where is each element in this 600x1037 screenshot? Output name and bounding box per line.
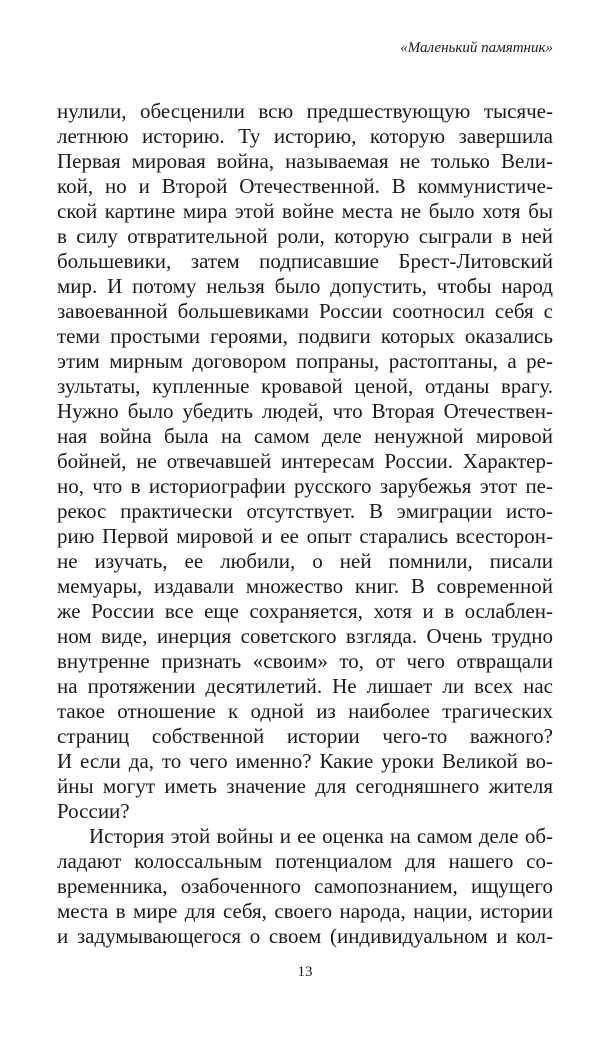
text-line: и задумывающегося о своем (индивидуальном и кол- xyxy=(57,924,553,948)
text-line: ской картине мира этой войне места не было хотя бы xyxy=(57,199,553,223)
text-line: История этой войны и ее оценка на самом деле об- xyxy=(89,824,553,848)
text-line: зультаты, купленные кровавой ценой, отданы врагу. xyxy=(57,374,553,398)
text-line: ном виде, инерция советского взгляда. Очень трудно xyxy=(57,624,553,648)
text-line: йны могут иметь значение для сегодняшнего жителя xyxy=(57,774,553,798)
text-line: мир. И потому нельзя было допустить, чтобы народ xyxy=(57,274,553,298)
text-line: но, что в историографии русского зарубежья этот пе- xyxy=(57,474,553,498)
page-number: 13 xyxy=(297,964,313,980)
body-text xyxy=(57,99,553,949)
text-line: такое отношение к одной из наиболее трагических xyxy=(57,699,553,723)
text-line: ладают колоссальным потенциалом для нашего со- xyxy=(57,849,553,873)
text-line: летнюю историю. Ту историю, которую завершила xyxy=(57,124,553,148)
text-line: не изучать, ее любили, о ней помнили, писали xyxy=(57,549,553,573)
text-line: теми простыми героями, подвиги которых оказались xyxy=(57,324,553,348)
text-line: в силу отвратительной роли, которую сыграли в ней xyxy=(57,224,553,248)
text-line: бойней, не отвечавшей интересам России. Характер- xyxy=(57,449,553,473)
running-head: «Маленький памятник» xyxy=(400,40,553,56)
text-line: рию Первой мировой и ее опыт старались всесторон- xyxy=(57,524,553,548)
text-line: нулили, обесценили всю предшествующую тысяче- xyxy=(57,99,553,123)
text-line: Нужно было убедить людей, что Вторая Отечествен- xyxy=(57,399,553,423)
text-line: кой, но и Второй Отечественной. В коммунистиче- xyxy=(57,174,553,198)
text-line: завоеванной большевиками России соотносил себя с xyxy=(57,299,553,323)
text-line: этим мирным договором попраны, растоптаны, а ре- xyxy=(57,349,553,373)
text-line: большевики, затем подписавшие Брест-Литовский xyxy=(57,249,553,273)
text-line: на протяжении десятилетий. Не лишает ли всех нас xyxy=(57,674,553,698)
text-line: временника, озабоченного самопознанием, ищущего xyxy=(57,874,553,898)
text-line: России? xyxy=(57,799,130,823)
text-line: Первая мировая война, называемая не только Вели- xyxy=(57,149,553,173)
text-line: И если да, то чего именно? Какие уроки Великой во- xyxy=(57,749,553,773)
text-line: рекос практически отсутствует. В эмиграции исто- xyxy=(57,499,553,523)
text-line: же России все еще сохраняется, хотя и в ослаблен- xyxy=(57,599,553,623)
text-line: страниц собственной истории чего-то важного? xyxy=(57,724,553,748)
text-line: мемуары, издавали множество книг. В современной xyxy=(57,574,553,598)
text-line: ная война была на самом деле ненужной мировой xyxy=(57,424,553,448)
text-line: внутренне признать «своим» то, от чего отвращали xyxy=(57,649,553,673)
text-line: места в мире для себя, своего народа, нации, истории xyxy=(57,899,553,923)
